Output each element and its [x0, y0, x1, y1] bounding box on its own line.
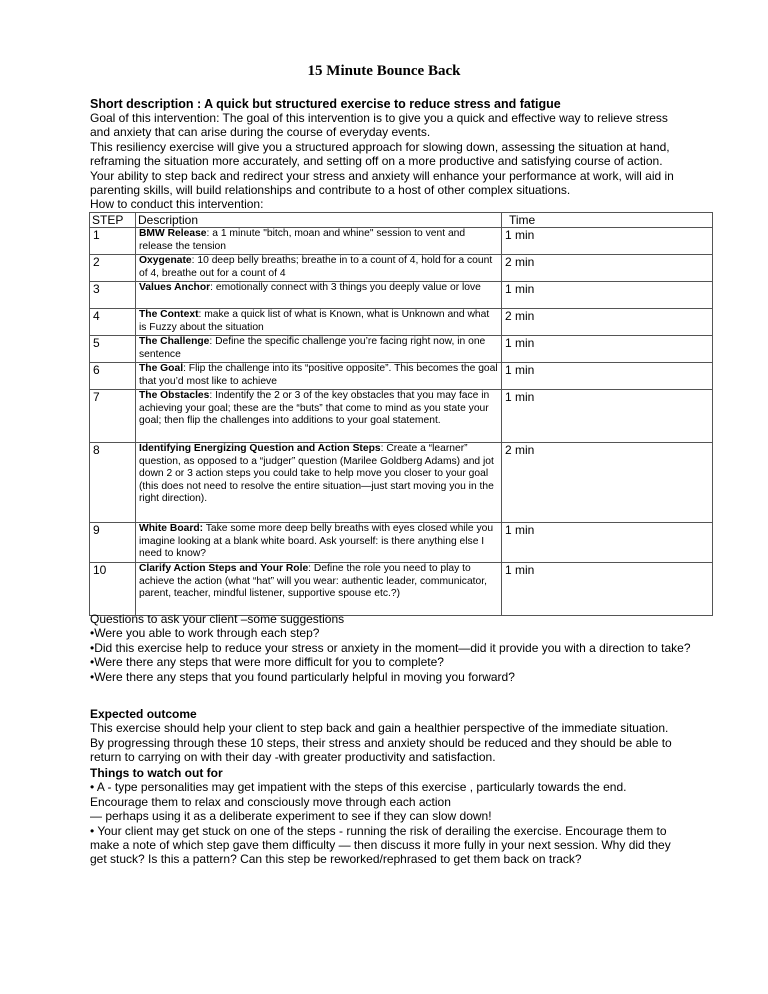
question-item: •Were there any steps that were more difficult for you to complete?: [90, 655, 444, 670]
step-description: [136, 282, 502, 309]
step-number: 5: [90, 336, 136, 363]
watch-line: make a note of which step gave them difficulty — then discuss it more fully in your next session. Why did they: [90, 838, 671, 853]
steps-table: [89, 212, 713, 616]
step-text: : make a quick list of what is Known, what is Unknown and what is Fuzzy about the situation: [139, 309, 490, 333]
step-number: 7: [90, 390, 136, 443]
step-description: [136, 390, 502, 443]
watch-line: — perhaps using it as a deliberate experiment to see if they can slow down!: [90, 809, 492, 824]
intro-line: and anxiety that can arise during the course of everyday events.: [90, 125, 431, 140]
watch-line: • Your client may get stuck on one of the steps - running the risk of derailing the exercise. Encourage them to: [90, 823, 667, 838]
section-heading: Expected outcome: [90, 707, 197, 721]
step-description: [136, 336, 502, 363]
intro-section: [90, 111, 710, 212]
outcome-line: By progressing through these 10 steps, their stress and anxiety should be reduced and they should be able to: [90, 735, 672, 750]
question-item: •Did this exercise help to reduce your stress or anxiety in the moment—did it provide you with a direction to take?: [90, 640, 691, 655]
questions-section: [90, 612, 710, 684]
table-row: [90, 282, 713, 309]
page-title: 15 Minute Bounce Back: [307, 63, 461, 79]
step-name: The Goal: [139, 363, 184, 374]
watch-line: get stuck? Is this a pattern? Can this step be reworked/rephrased to get them back on track?: [90, 852, 582, 867]
header-step: STEP: [90, 213, 136, 228]
step-number: 1: [90, 228, 136, 255]
step-text: : Define the role you need to play to achieve the action (what “hat” will you wear: authentic leader, communicator, parent, teacher, mindful listener, supportive spouse etc.?): [139, 563, 487, 600]
step-time: 1 min: [502, 282, 713, 309]
watch-line: Encourage them to relax and consciously move through each action: [90, 794, 451, 809]
step-number: 4: [90, 309, 136, 336]
questions-heading: Questions to ask your client –some suggestions: [90, 612, 345, 626]
table-row: [90, 228, 713, 255]
step-text: : Flip the challenge into its “positive opposite”. This becomes the goal that you’d most like to achieve: [139, 363, 498, 387]
bullet-icon: •: [90, 640, 95, 655]
header-time: Time: [502, 213, 713, 228]
step-name: The Context: [139, 309, 199, 320]
step-description: [136, 563, 502, 616]
step-time: 1 min: [502, 523, 713, 563]
step-text: : Define the specific challenge you’re facing right now, in one sentence: [139, 336, 486, 360]
step-number: 8: [90, 443, 136, 523]
step-name: White Board:: [139, 523, 204, 534]
step-description: [136, 228, 502, 255]
question-item: •Were you able to work through each step?: [90, 626, 320, 641]
step-number: 2: [90, 255, 136, 282]
intro-line: Your ability to step back and redirect your stress and anxiety will enhance your performance at work, will aid in: [90, 168, 674, 183]
watch-out-section: [90, 766, 710, 867]
step-description: [136, 443, 502, 523]
table-row: [90, 309, 713, 336]
section-heading: Things to watch out for: [90, 766, 223, 780]
step-time: 2 min: [502, 255, 713, 282]
step-description: [136, 523, 502, 563]
intro-line: Goal of this intervention: The goal of this intervention is to give you a quick and effective way to relieve stress: [90, 111, 668, 125]
step-name: Clarify Action Steps and Your Role: [139, 563, 309, 574]
table-row: [90, 390, 713, 443]
intro-line: This resiliency exercise will give you a structured approach for slowing down, assessing the situation at hand,: [90, 139, 670, 154]
watch-line: • A - type personalities may get impatient with the steps of this exercise , particularly towards the end.: [90, 780, 627, 795]
step-number: 6: [90, 363, 136, 390]
header-description: Description: [136, 213, 502, 228]
step-text: : 10 deep belly breaths; breathe in to a count of 4, hold for a count of 4, breathe out for a count of 4: [139, 255, 493, 279]
table-row: [90, 443, 713, 523]
outcome-line: return to carrying on with their day -with greater productivity and satisfaction.: [90, 750, 496, 765]
step-name: BMW Release: [139, 228, 207, 239]
intro-line: How to conduct this intervention:: [90, 197, 264, 212]
table-row: [90, 336, 713, 363]
step-time: 1 min: [502, 563, 713, 616]
bullet-icon: •: [90, 669, 95, 684]
outcome-line: This exercise should help your client to step back and gain a healthier perspective of the immediate situation.: [90, 721, 669, 736]
table-row: [90, 563, 713, 616]
step-number: 10: [90, 563, 136, 616]
step-name: Oxygenate: [139, 255, 192, 266]
table-row: [90, 363, 713, 390]
step-time: 2 min: [502, 309, 713, 336]
step-name: The Obstacles: [139, 390, 210, 401]
step-time: 2 min: [502, 443, 713, 523]
step-text: : emotionally connect with 3 things you deeply value or love: [210, 282, 481, 293]
step-time: 1 min: [502, 228, 713, 255]
step-name: Values Anchor: [139, 282, 211, 293]
step-text: : Indentify the 2 or 3 of the key obstacles that you may face in achieving your goal; these are the “buts” that come to mind as you state your goal; then flip the challenges into additions to your goal statement.: [139, 390, 490, 427]
step-text: Take some more deep belly breaths with eyes closed while you imagine looking at a blank white board. Ask yourself: is there anything else I need to know?: [139, 523, 494, 560]
bullet-icon: •: [90, 655, 95, 670]
step-time: 1 min: [502, 336, 713, 363]
question-item: •Were there any steps that you found particularly helpful in moving you forward?: [90, 669, 515, 684]
expected-outcome-section: [90, 707, 710, 765]
intro-line: reframing the situation more accurately, and setting off on a more productive and satisfying course of action.: [90, 154, 663, 169]
step-time: 1 min: [502, 390, 713, 443]
bullet-icon: •: [90, 626, 95, 641]
short-description: Short description : A quick but structured exercise to reduce stress and fatigue: [90, 97, 561, 111]
step-text: : Create a “learner” question, as opposed to a “judger” question (Marilee Goldberg Adams) and jot down 2 or 3 action steps you could take to help move you closer to your goal (this does not need to resolve the entire situation—just start moving you in the right direction).: [139, 443, 494, 505]
step-number: 3: [90, 282, 136, 309]
step-number: 9: [90, 523, 136, 563]
intro-line: parenting skills, will build relationships and contribute to a host of other complex situations.: [90, 183, 571, 198]
table-header-row: [90, 213, 713, 228]
table-row: [90, 255, 713, 282]
step-description: [136, 309, 502, 336]
step-time: 1 min: [502, 363, 713, 390]
table-row: [90, 523, 713, 563]
step-name: The Challenge: [139, 336, 210, 347]
step-text: : a 1 minute "bitch, moan and whine" session to vent and release the tension: [139, 228, 466, 252]
step-description: [136, 363, 502, 390]
step-description: [136, 255, 502, 282]
step-name: Identifying Energizing Question and Action Steps: [139, 443, 381, 454]
